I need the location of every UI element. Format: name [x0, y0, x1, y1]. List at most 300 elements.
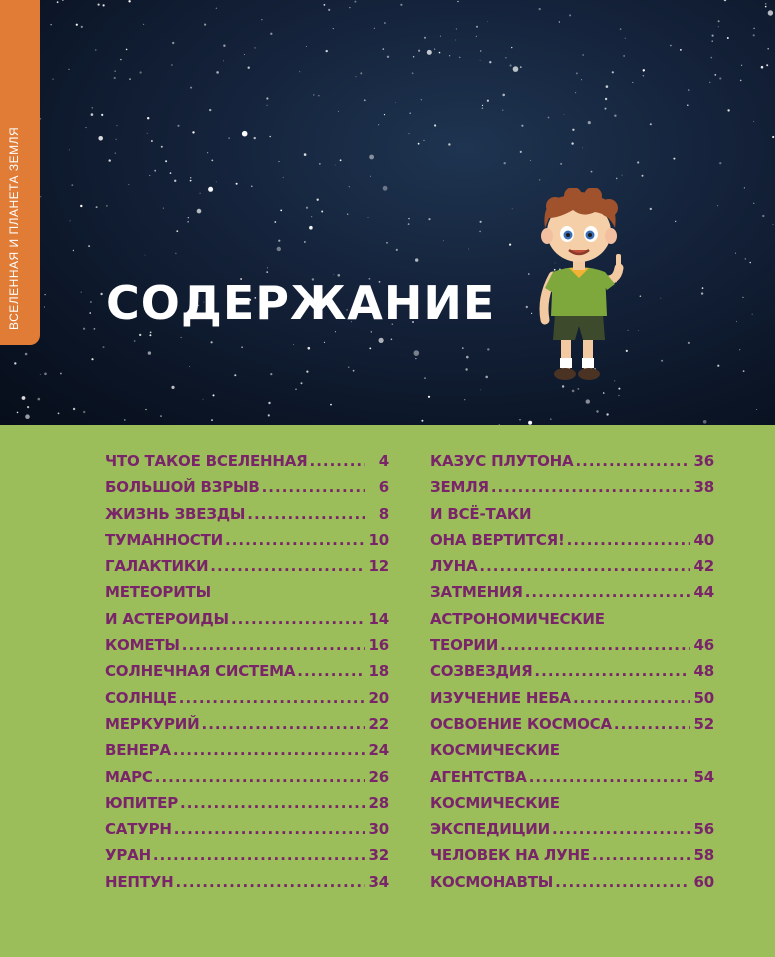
star	[223, 61, 224, 62]
star	[319, 163, 320, 164]
toc-entry[interactable]	[430, 553, 714, 579]
toc-entry[interactable]	[430, 579, 714, 605]
star	[170, 172, 172, 174]
star	[688, 89, 689, 90]
toc-entry-title: КАЗУС ПЛУТОНА	[430, 452, 574, 470]
star	[149, 334, 151, 336]
toc-entry-line	[105, 658, 389, 684]
star	[591, 171, 593, 173]
star	[509, 244, 511, 246]
star	[40, 374, 41, 375]
star	[266, 97, 268, 99]
star	[318, 95, 319, 96]
star	[270, 373, 272, 375]
star	[304, 241, 305, 242]
toc-entry[interactable]	[105, 711, 389, 737]
star	[502, 94, 505, 97]
star	[223, 45, 225, 47]
toc-entry-title: ЖИЗНЬ ЗВЕЗДЫ	[105, 504, 246, 523]
star	[149, 175, 150, 176]
star	[650, 123, 652, 125]
star	[151, 140, 153, 142]
star	[90, 301, 92, 303]
star	[379, 338, 384, 343]
star	[606, 85, 609, 88]
star	[114, 77, 116, 79]
side-tab-label: ВСЕЛЕННАЯ И ПЛАНЕТА ЗЕМЛЯ	[7, 126, 21, 330]
star	[670, 45, 672, 47]
star	[724, 0, 726, 1]
star	[38, 398, 41, 401]
star	[80, 205, 82, 207]
star	[487, 348, 489, 350]
star	[349, 7, 350, 8]
toc-entry-line	[105, 790, 389, 816]
toc-entry[interactable]	[105, 448, 389, 474]
star	[712, 41, 713, 42]
star	[745, 258, 746, 259]
toc-entry-line	[430, 869, 714, 895]
star	[752, 314, 753, 315]
star	[348, 366, 350, 368]
star	[465, 368, 467, 370]
toc-entry-line	[105, 527, 389, 553]
star	[234, 374, 236, 376]
star	[187, 221, 189, 223]
star	[190, 177, 191, 178]
star	[434, 49, 435, 50]
toc-entry[interactable]	[105, 737, 389, 763]
dot-leader	[479, 553, 690, 579]
star	[719, 77, 721, 79]
toc-page-number: 4	[378, 452, 389, 470]
dot-leader	[529, 764, 690, 790]
star	[58, 413, 60, 415]
star	[174, 180, 176, 182]
toc-entry[interactable]	[430, 685, 714, 711]
toc-page-number: 12	[368, 557, 389, 576]
star	[364, 99, 366, 101]
star	[60, 373, 62, 375]
toc-page-number: 42	[693, 557, 714, 576]
star	[171, 64, 173, 66]
toc-page-number: 20	[368, 688, 389, 707]
dot-leader	[573, 685, 690, 711]
toc-entry-title: АСТРОНОМИЧЕСКИЕ	[430, 609, 605, 628]
star	[575, 92, 576, 93]
star	[717, 365, 719, 367]
toc-entry-line	[105, 711, 389, 737]
toc-entry[interactable]	[430, 790, 714, 843]
star	[539, 8, 541, 10]
star	[81, 26, 83, 28]
star	[400, 4, 402, 6]
toc-entry[interactable]	[105, 685, 389, 711]
toc-entry[interactable]	[105, 842, 389, 868]
dot-leader	[552, 816, 690, 842]
star	[211, 419, 213, 421]
star	[443, 240, 444, 241]
star	[340, 159, 342, 161]
star	[513, 66, 519, 72]
star	[147, 117, 149, 119]
star	[749, 262, 751, 264]
star	[274, 221, 276, 223]
star	[189, 366, 190, 367]
star	[480, 221, 482, 223]
toc-entry-line	[105, 737, 389, 763]
toc-entry[interactable]	[105, 658, 389, 684]
toc-entry-title: И ВСЁ-ТАКИ	[430, 504, 532, 523]
star	[335, 331, 336, 332]
star	[489, 61, 491, 63]
boy-character-illustration	[525, 188, 635, 398]
dot-leader	[176, 869, 365, 895]
star	[216, 182, 217, 183]
toc-page-number: 38	[693, 478, 714, 497]
star	[148, 351, 151, 354]
star	[371, 331, 372, 332]
dot-leader	[173, 737, 365, 763]
star	[160, 415, 161, 416]
star	[505, 57, 506, 58]
star	[328, 9, 330, 11]
toc-entry-title: ЭКСПЕДИЦИИ	[430, 820, 551, 839]
star	[40, 196, 41, 197]
star	[727, 37, 729, 39]
toc-entry[interactable]	[430, 869, 714, 895]
star	[17, 412, 19, 414]
star	[762, 215, 764, 217]
star	[374, 28, 375, 29]
star	[147, 133, 148, 134]
star	[623, 55, 624, 56]
star	[248, 67, 250, 69]
star	[605, 108, 607, 110]
star	[306, 46, 307, 47]
star	[139, 334, 141, 336]
star	[744, 187, 745, 188]
toc-entry-line	[430, 737, 714, 763]
toc-entry[interactable]	[105, 579, 389, 632]
star	[387, 56, 389, 58]
star	[424, 377, 426, 379]
dot-leader	[262, 474, 365, 500]
star	[640, 295, 642, 297]
toc-entry[interactable]	[430, 474, 714, 500]
dot-leader	[180, 790, 365, 816]
star	[306, 207, 308, 209]
dot-leader	[534, 658, 690, 684]
toc-page-number: 24	[368, 741, 389, 760]
star	[480, 50, 481, 51]
star	[216, 8, 217, 9]
toc-page-number: 34	[368, 872, 389, 891]
star	[765, 3, 766, 4]
star	[637, 161, 639, 163]
toc-entry[interactable]	[430, 658, 714, 684]
star	[711, 57, 713, 59]
toc-entry[interactable]	[105, 553, 389, 579]
toc-entry-line	[105, 579, 389, 605]
dot-leader	[500, 632, 690, 658]
toc-entry-title: КОСМОНАВТЫ	[430, 872, 554, 891]
star	[25, 414, 30, 419]
toc-entry-title: АГЕНТСТВА	[430, 767, 527, 786]
star	[434, 124, 436, 126]
dot-leader	[174, 816, 365, 842]
star	[476, 26, 478, 28]
star	[306, 371, 308, 373]
star	[27, 406, 29, 408]
toc-entry[interactable]	[105, 501, 389, 527]
toc-entry[interactable]	[430, 448, 714, 474]
toc-entry-line	[430, 501, 714, 527]
star	[213, 394, 215, 396]
star	[409, 112, 411, 114]
star	[424, 140, 425, 141]
star	[702, 287, 704, 289]
toc-entry[interactable]	[105, 632, 389, 658]
dot-leader	[179, 685, 365, 711]
star	[479, 231, 481, 233]
star	[44, 307, 45, 308]
star	[588, 121, 591, 124]
toc-entry-line	[430, 790, 714, 816]
star	[572, 129, 574, 131]
star	[753, 121, 754, 122]
star	[421, 420, 423, 422]
star	[73, 250, 74, 251]
star	[145, 255, 146, 256]
toc-entry[interactable]	[105, 527, 389, 553]
star	[772, 224, 773, 225]
star	[581, 79, 582, 80]
toc-column-left	[105, 448, 389, 895]
star	[228, 137, 230, 139]
star	[115, 71, 116, 72]
star	[456, 28, 457, 29]
star	[642, 175, 644, 177]
star	[129, 78, 131, 80]
toc-entry-title: НЕПТУН	[105, 872, 174, 891]
star	[512, 208, 513, 209]
star	[71, 184, 73, 186]
dot-leader	[592, 842, 690, 868]
star	[188, 217, 189, 218]
star	[270, 33, 272, 35]
star	[576, 72, 578, 74]
star	[14, 362, 16, 364]
star	[687, 104, 689, 106]
star	[192, 131, 194, 133]
toc-entry-title: ОСВОЕНИЕ КОСМОСА	[430, 714, 612, 733]
toc-page-number: 22	[368, 714, 389, 733]
star	[569, 14, 571, 16]
star	[333, 28, 334, 29]
dot-leader	[153, 842, 365, 868]
star	[242, 131, 248, 137]
star	[449, 55, 450, 56]
star	[211, 341, 213, 343]
star	[418, 143, 420, 145]
toc-entry[interactable]	[105, 790, 389, 816]
star	[356, 76, 357, 77]
star	[415, 358, 416, 359]
star	[736, 321, 737, 322]
star	[408, 223, 410, 225]
star	[718, 20, 720, 22]
star	[277, 247, 281, 251]
star	[391, 339, 393, 341]
star	[154, 170, 156, 172]
star	[395, 102, 396, 103]
star	[207, 152, 208, 153]
star	[266, 105, 267, 106]
toc-entry[interactable]	[430, 606, 714, 659]
toc-page-number: 58	[693, 846, 714, 865]
toc-entry[interactable]	[105, 869, 389, 895]
star	[52, 79, 53, 80]
star	[480, 390, 481, 391]
toc-entry-line	[430, 816, 714, 842]
dot-leader	[225, 527, 365, 553]
toc-page-number: 32	[368, 846, 389, 865]
star	[688, 342, 690, 344]
star	[530, 160, 531, 161]
toc-entry[interactable]	[430, 842, 714, 868]
star	[81, 292, 82, 293]
toc-page-number: 44	[693, 583, 714, 602]
toc-entry-title: ЧТО ТАКОЕ ВСЕЛЕННАЯ	[105, 452, 308, 470]
star	[485, 376, 488, 379]
star	[421, 99, 422, 100]
star	[519, 419, 520, 420]
star	[301, 382, 303, 384]
star	[103, 4, 105, 6]
star	[128, 0, 130, 2]
star	[354, 1, 356, 3]
toc-entry-title: ЗЕМЛЯ	[430, 478, 489, 497]
star	[386, 242, 388, 244]
toc-page-number: 52	[693, 714, 714, 733]
toc-page-number: 18	[368, 662, 389, 681]
star	[347, 214, 348, 215]
toc-page-number: 36	[693, 452, 714, 470]
toc-page-number: 46	[693, 636, 714, 655]
toc-entry[interactable]	[105, 764, 389, 790]
star	[313, 94, 315, 96]
star	[548, 117, 550, 119]
star	[57, 1, 59, 3]
toc-page-number: 60	[693, 872, 714, 891]
dot-leader	[210, 553, 365, 579]
star	[150, 332, 152, 334]
toc-entry-line	[105, 842, 389, 868]
star	[741, 65, 742, 66]
star	[638, 330, 639, 331]
star	[606, 413, 608, 415]
star	[62, 0, 63, 1]
toc-page-number: 56	[693, 820, 714, 839]
toc-page-number: 10	[368, 530, 389, 549]
star	[279, 161, 280, 162]
toc-page-number: 54	[693, 767, 714, 786]
star	[586, 399, 590, 403]
dot-leader	[202, 711, 366, 737]
dot-leader	[614, 711, 690, 737]
star	[482, 107, 484, 109]
toc-entry-line	[430, 553, 714, 579]
star	[559, 21, 560, 22]
toc-entry-line	[105, 474, 389, 500]
star	[428, 218, 430, 220]
star	[743, 370, 745, 372]
star	[283, 177, 284, 178]
star	[69, 149, 70, 150]
star	[91, 358, 93, 360]
star	[68, 69, 69, 70]
star	[100, 293, 102, 295]
star	[311, 216, 312, 217]
toc-entry-title: ЗАТМЕНИЯ	[430, 583, 523, 602]
star	[482, 105, 483, 106]
toc-entry[interactable]	[105, 816, 389, 842]
toc-column-right	[430, 448, 714, 895]
toc-entry-title: МЕРКУРИЙ	[105, 714, 200, 733]
star	[413, 56, 414, 57]
star	[163, 208, 164, 209]
star	[703, 420, 707, 424]
toc-entry-line	[105, 816, 389, 842]
toc-entry-title: ТУМАННОСТИ	[105, 530, 223, 549]
star	[717, 205, 718, 206]
star	[216, 71, 219, 74]
toc-entry[interactable]	[430, 711, 714, 737]
star	[326, 50, 328, 52]
star	[254, 137, 256, 139]
dot-leader	[525, 579, 690, 605]
star	[128, 184, 129, 185]
star	[91, 113, 94, 116]
toc-entry[interactable]	[105, 474, 389, 500]
star	[440, 36, 441, 37]
star	[353, 370, 355, 372]
star	[756, 409, 757, 410]
star	[504, 162, 506, 164]
toc-entry-line	[430, 579, 714, 605]
star	[98, 4, 100, 6]
star	[266, 271, 268, 273]
star	[304, 153, 307, 156]
dot-leader	[231, 606, 365, 632]
star	[309, 226, 313, 230]
star	[680, 49, 682, 51]
star	[200, 193, 201, 194]
star	[211, 160, 213, 162]
star	[408, 218, 409, 219]
star	[612, 71, 614, 73]
page-title: СОДЕРЖАНИЕ	[106, 276, 496, 330]
star	[632, 82, 633, 83]
star	[208, 187, 213, 192]
star	[94, 328, 96, 330]
star	[511, 47, 512, 48]
toc-entry[interactable]	[430, 737, 714, 790]
toc-entry[interactable]	[430, 501, 714, 554]
toc-entry-title: ЮПИТЕР	[105, 793, 178, 812]
star	[330, 404, 332, 406]
